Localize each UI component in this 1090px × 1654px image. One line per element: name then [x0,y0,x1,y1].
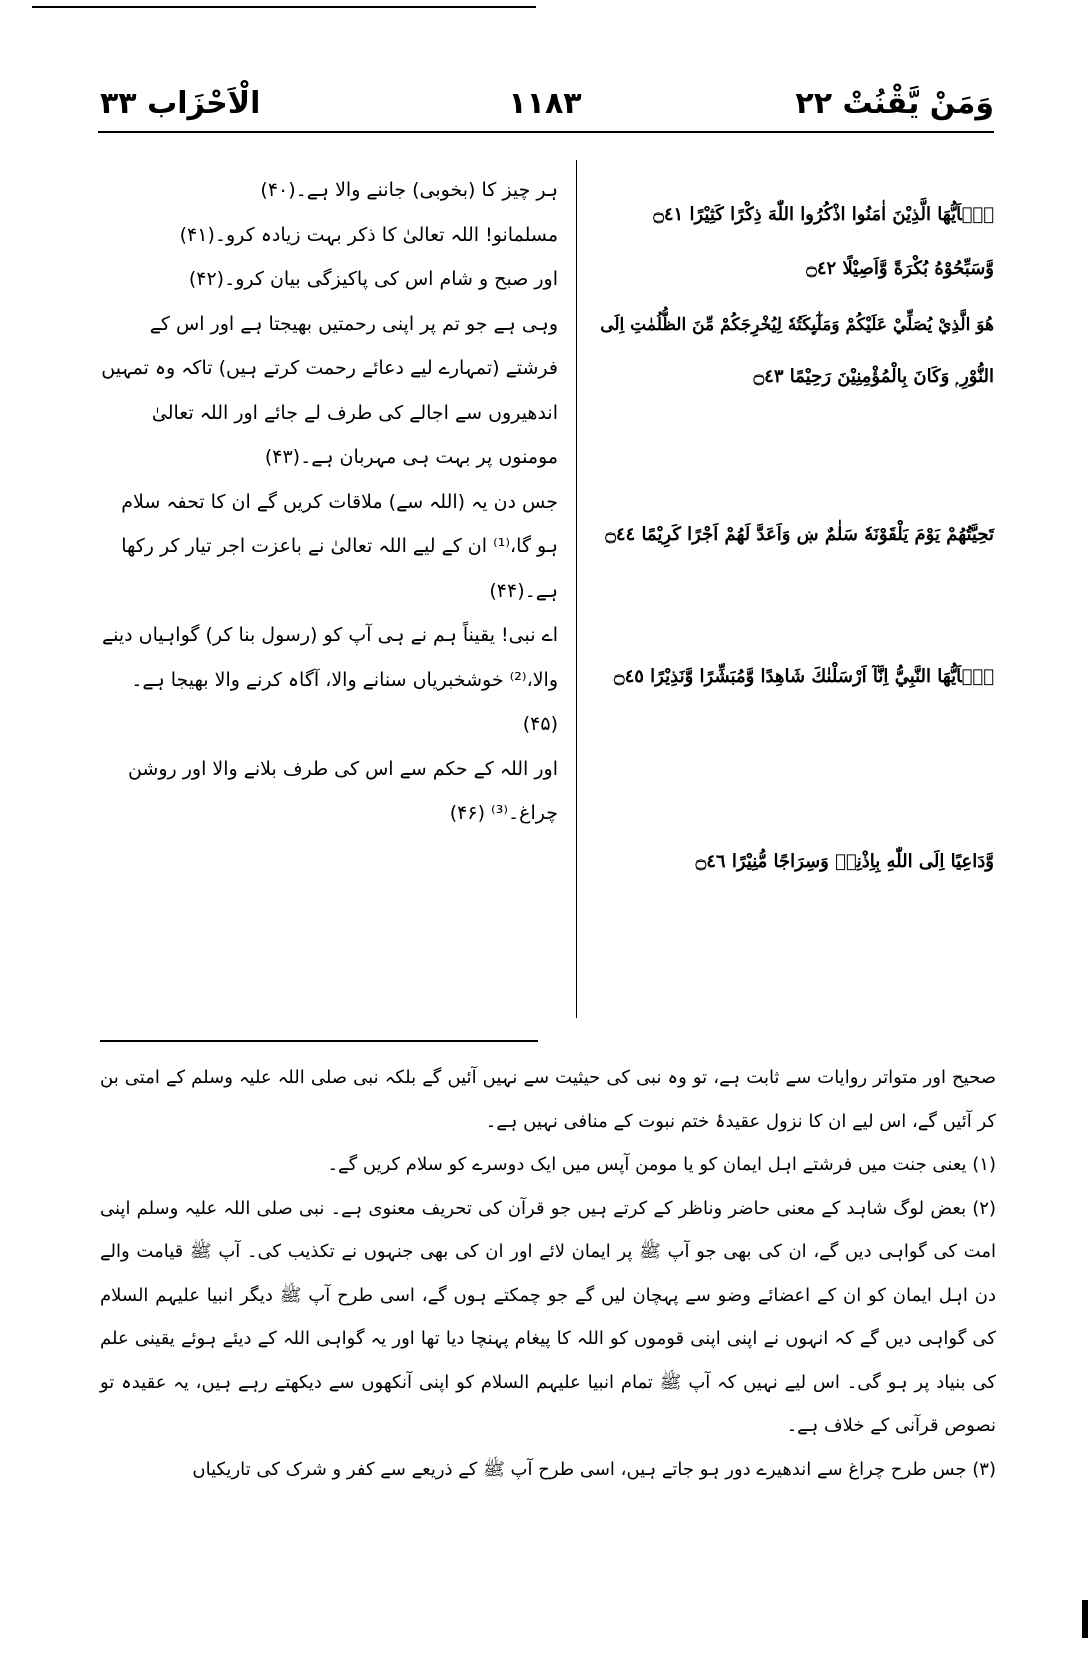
translation-column [100,168,558,836]
footnote-continuation: صحیح اور متواتر روایات سے ثابت ہے، تو وہ نبی کی حیثیت سے نہیں آئیں گے بلکہ نبی صلی اللہ علیہ وسلم کے امتی بن کر آئیں گے، اس لیے ان کا نزول عقیدۂ ختم نبوت کے منافی نہیں ہے۔ [100,1067,996,1132]
juz-title: وَمَنْ يَّقْنُتْ ۲۲ [795,86,994,121]
arabic-verse-44: تَحِيَّتُهُمْ يَوْمَ يَلْقَوْنَهٗ سَلٰمٌ ښ وَاَعَدَّ لَهُمْ اَجْرًا كَرِيْمًا ۝٤٤ [605,524,994,545]
footnote-rule [100,1040,538,1042]
translation-verse-42: اور صبح و شام اس کی پاکیزگی بیان کرو۔(۴۲) [188,268,558,290]
arabic-verse-41: يٰۤاَيُّهَا الَّذِيْنَ اٰمَنُوا اذْكُرُوا اللّٰهَ ذِكْرًا كَثِيْرًا ۝٤١ [653,204,994,225]
translation-verse-40: ہر چیز کا (بخوبی) جاننے والا ہے۔(۴۰) [260,179,558,201]
translation-verse-43: وہی ہے جو تم پر اپنی رحمتیں بھیجتا ہے اور اس کے فرشتے (تمہارے لیے دعائے رحمت کرتے ہیں) تاکہ وہ تمہیں اندھیروں سے اجالے کی طرف لے جائے اور اللہ تعالیٰ مومنوں پر بہت ہی مہربان ہے۔(۴۳) [101,312,558,468]
page-number: ۱۱۸۳ [508,86,582,121]
footnote-2: (۲) بعض لوگ شاہد کے معنی حاضر وناظر کے کرتے ہیں جو قرآن کی تحریف معنوی ہے۔ نبی صلی اللہ علیہ وسلم اپنی امت کی گواہی دیں گے، ان کی بھی جو آپ ﷺ پر ایمان لائے اور ان کی بھی جنہوں نے تکذیب کی۔ آپ ﷺ قیامت والے دن اہل ایمان کو ان کے اعضائے وضو سے پہچان لیں گے جو چمکتے ہوں گے، اسی طرح آپ ﷺ دیگر انبیا علیہم السلام کی گواہی دیں گے کہ انہوں نے اپنی اپنی قوموں کو اللہ کا پیغام پہنچا دیا تھا اور یہ گواہی اللہ کے دیئے ہوئے یقینی علم کی بنیاد پر ہو گی۔ اس لیے نہیں کہ آپ ﷺ تمام انبیا علیہم السلام کو اپنی آنکھوں سے دیکھتے رہے ہیں، یہ عقیدہ تو نصوص قرآنی کے خلاف ہے۔ [100,1197,996,1436]
surah-title: الْاَحْزَاب ۳۳ [100,86,261,121]
header-rule [98,131,994,133]
footnotes [100,1056,996,1491]
footnote-3: (۳) جس طرح چراغ سے اندھیرے دور ہو جاتے ہیں، اسی طرح آپ ﷺ کے ذریعے سے کفر و شرک کی تاریکیاں [192,1458,996,1480]
translation-verse-41: مسلمانو! اللہ تعالیٰ کا ذکر بہت زیادہ کرو۔(۴۱) [179,223,558,246]
arabic-verse-43-line-2: النُّوْرِ ۭ وَكَانَ بِالْمُؤْمِنِيْنَ رَحِيْمًا ۝٤٣ [753,366,994,387]
arabic-verse-42: وَّسَبِّحُوْهُ بُكْرَةً وَّاَصِيْلًا ۝٤٢ [806,258,994,279]
page-edge-mark [1082,1600,1088,1638]
translation-verse-46: اور اللہ کے حکم سے اس کی طرف بلانے والا اور روشن چراغ۔⁽³⁾ (۴۶) [127,757,558,824]
top-rule [32,6,536,8]
column-divider [576,160,577,1018]
translation-verse-45: اے نبی! یقیناً ہم نے ہی آپ کو (رسول بنا کر) گواہیاں دینے والا،⁽²⁾ خوشخبریاں سنانے والا، آگاہ کرنے والا بھیجا ہے۔(۴۵) [102,624,558,735]
arabic-verse-43-line-1: هُوَ الَّذِيْ يُصَلِّيْ عَلَيْكُمْ وَمَلٰٓىِٕكَتُهٗ لِيُخْرِجَكُمْ مِّنَ الظُّلُمٰتِ اِلَى [600,315,994,335]
arabic-verse-46: وَّدَاعِيًا اِلَى اللّٰهِ بِاِذْنِهٖ وَسِرَاجًا مُّنِيْرًا ۝٤٦ [695,851,994,872]
translation-verse-44: جس دن یہ (اللہ سے) ملاقات کریں گے ان کا تحفہ سلام ہو گا،⁽¹⁾ ان کے لیے اللہ تعالیٰ نے باعزت اجر تیار کر رکھا ہے۔(۴۴) [121,490,558,602]
footnote-1: (۱) یعنی جنت میں فرشتے اہل ایمان کو یا مومن آپس میں ایک دوسرے کو سلام کریں گے۔ [327,1154,996,1175]
arabic-verse-45: يٰۤاَيُّهَا النَّبِيُّ اِنَّآ اَرْسَلْنٰكَ شَاهِدًا وَّمُبَشِّرًا وَّنَذِيْرًا ۝٤٥ [614,666,994,687]
